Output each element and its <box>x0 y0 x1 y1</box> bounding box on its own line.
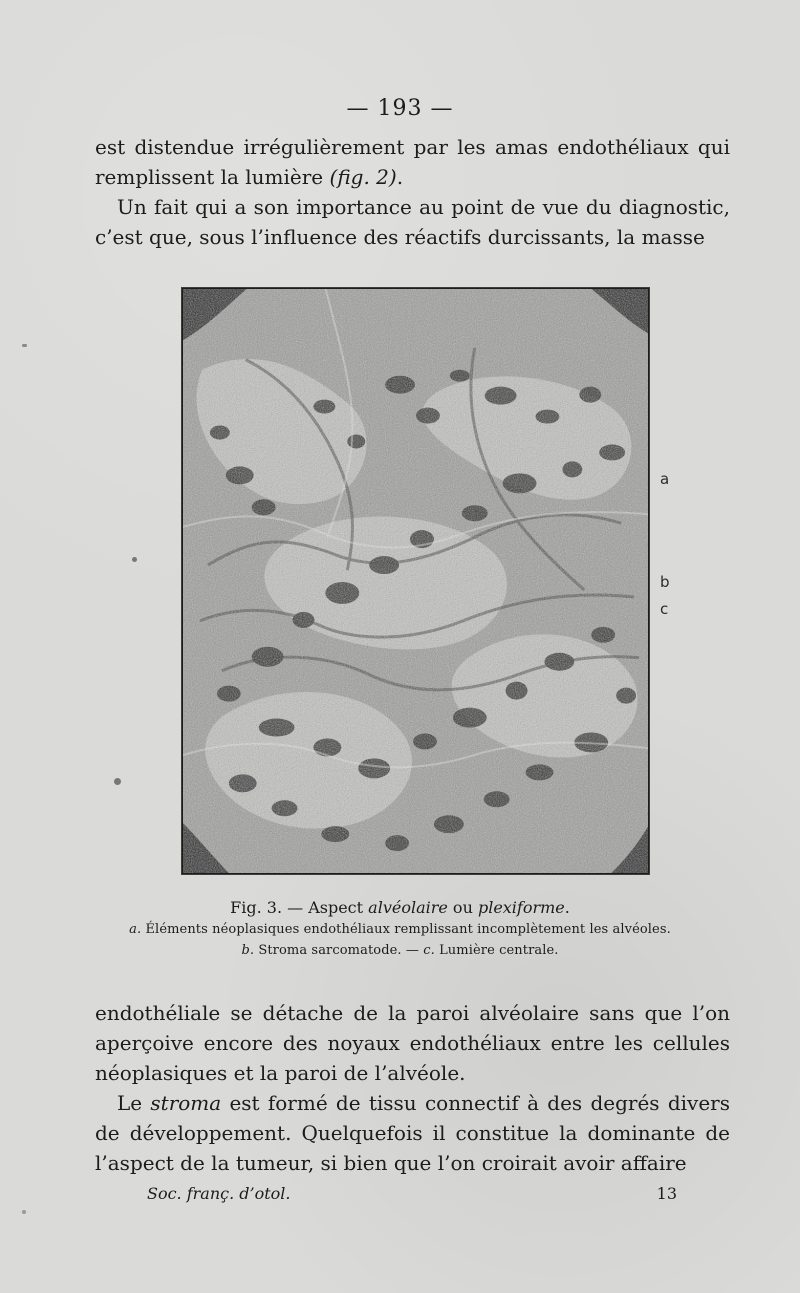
figure-caption-prefix: Fig. 3. <box>230 898 283 917</box>
top-paragraph-1-text: est distendue irrégulièrement par les amas endothéliaux qui remplissent la lumière <box>95 135 730 189</box>
figure-caption-main <box>0 898 800 917</box>
bottom-text-block <box>95 998 730 1178</box>
figure-label-b: b <box>660 573 670 591</box>
page-mark-dash <box>22 344 27 347</box>
page-mark-dot <box>22 1210 26 1214</box>
bottom-paragraph-2-rest: est formé de tissu connectif à des degrés divers de développement. Quelquefois il constitue la dominante de l’aspect de la tumeur, si bien que l’on croirait avoir affaire <box>95 1091 730 1175</box>
caption-line-a-text: Éléments néoplasiques endothéliaux remplissant incomplètement les alvéoles. <box>141 922 671 937</box>
figure-caption-text-2: ou <box>447 898 478 917</box>
caption-line-b-text: Stroma sarcomatode. — <box>254 943 424 958</box>
footer-journal: Soc. franç. d’otol. <box>147 1184 291 1203</box>
figure-label-c: c <box>660 600 669 618</box>
stroma-term: stroma <box>150 1091 222 1115</box>
page-number: — 193 — <box>346 96 454 121</box>
figure-caption-line-a <box>0 922 800 937</box>
figure-caption-dash: — <box>282 898 309 917</box>
figure-caption-line-bc <box>0 943 800 958</box>
fig-reference: (fig. 2) <box>329 165 397 189</box>
bottom-paragraph-1: endothéliale se détache de la paroi alvéolaire sans que l’on aperçoive encore des noyaux endothéliaux entre les cellules néoplasiques et la paroi de l’alvéole. <box>95 1001 730 1085</box>
page-footer <box>147 1184 677 1203</box>
caption-line-a-label: a. <box>129 922 142 937</box>
figure-caption-term-1: alvéolaire <box>368 898 448 917</box>
micrograph-figure <box>181 287 650 875</box>
bottom-paragraph-2-start: Le <box>117 1091 151 1115</box>
top-paragraph-2: Un fait qui a son importance au point de vue du diagnostic, c’est que, sous l’influence des réactifs durcissants, la masse <box>95 195 730 249</box>
bottom-paragraph-2 <box>95 1088 730 1178</box>
caption-line-c-text: Lumière centrale. <box>434 943 559 958</box>
caption-line-b-label: b. <box>241 943 255 958</box>
figure-caption-term-2: plexiforme <box>477 898 565 917</box>
page-mark-dot <box>114 778 121 785</box>
top-text-block <box>95 132 730 252</box>
caption-line-c-label: c. <box>423 943 435 958</box>
page-mark-dot <box>132 557 137 562</box>
figure-caption-text-1: Aspect <box>308 898 369 917</box>
top-paragraph-1-period: . <box>396 165 404 189</box>
figure-caption-period: . <box>564 898 570 917</box>
figure-label-a: a <box>660 470 670 488</box>
top-paragraph-1 <box>95 132 730 192</box>
footer-signature: 13 <box>656 1184 677 1203</box>
micrograph-image <box>182 288 649 874</box>
